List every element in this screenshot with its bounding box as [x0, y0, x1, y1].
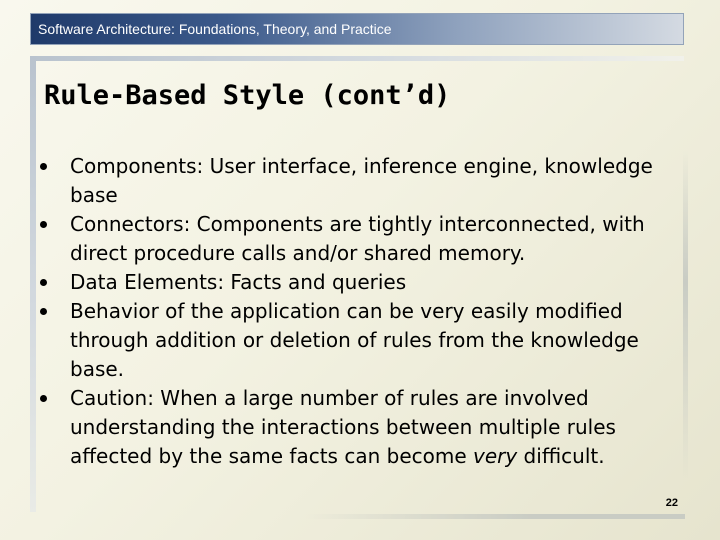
bullet-item-caution: [70, 384, 684, 471]
bullet-text: Data Elements: Facts and queries: [70, 270, 407, 294]
bullet-dot-icon: [40, 221, 47, 228]
bullet-dot-icon: [40, 395, 47, 402]
bullet-dot-icon: [40, 163, 47, 170]
bullet-text-before: Caution: When a large number of rules are involved understanding the interactions between multiple rules affected by the same facts can become: [70, 386, 616, 468]
bullet-emphasis: very: [473, 444, 518, 468]
bullet-item-behavior: [70, 297, 684, 384]
bullet-text: Connectors: Components are tightly interconnected, with direct procedure calls and/or shared memory.: [70, 212, 645, 265]
page-number: 22: [665, 497, 678, 509]
header-title: Software Architecture: Foundations, Theory, and Practice: [38, 21, 392, 37]
frame-left-border: [30, 56, 36, 512]
slide-title: Rule-Based Style (cont’d): [44, 80, 451, 111]
bullet-dot-icon: [40, 308, 47, 315]
bottom-shadow-decoration: [305, 514, 685, 519]
header-bar: [30, 13, 684, 45]
bullet-dot-icon: [40, 279, 47, 286]
bullet-text: Behavior of the application can be very easily modified through addition or deletion of rules from the knowledge base.: [70, 299, 639, 381]
bullet-item-data-elements: [70, 268, 684, 297]
frame-top-border: [30, 56, 684, 61]
bullet-item-connectors: [70, 210, 684, 268]
bullet-item-components: [70, 152, 684, 210]
bullet-text: Components: User interface, inference engine, knowledge base: [70, 154, 653, 207]
bullet-text-after: difficult.: [517, 444, 605, 468]
bullet-list: [70, 152, 684, 471]
